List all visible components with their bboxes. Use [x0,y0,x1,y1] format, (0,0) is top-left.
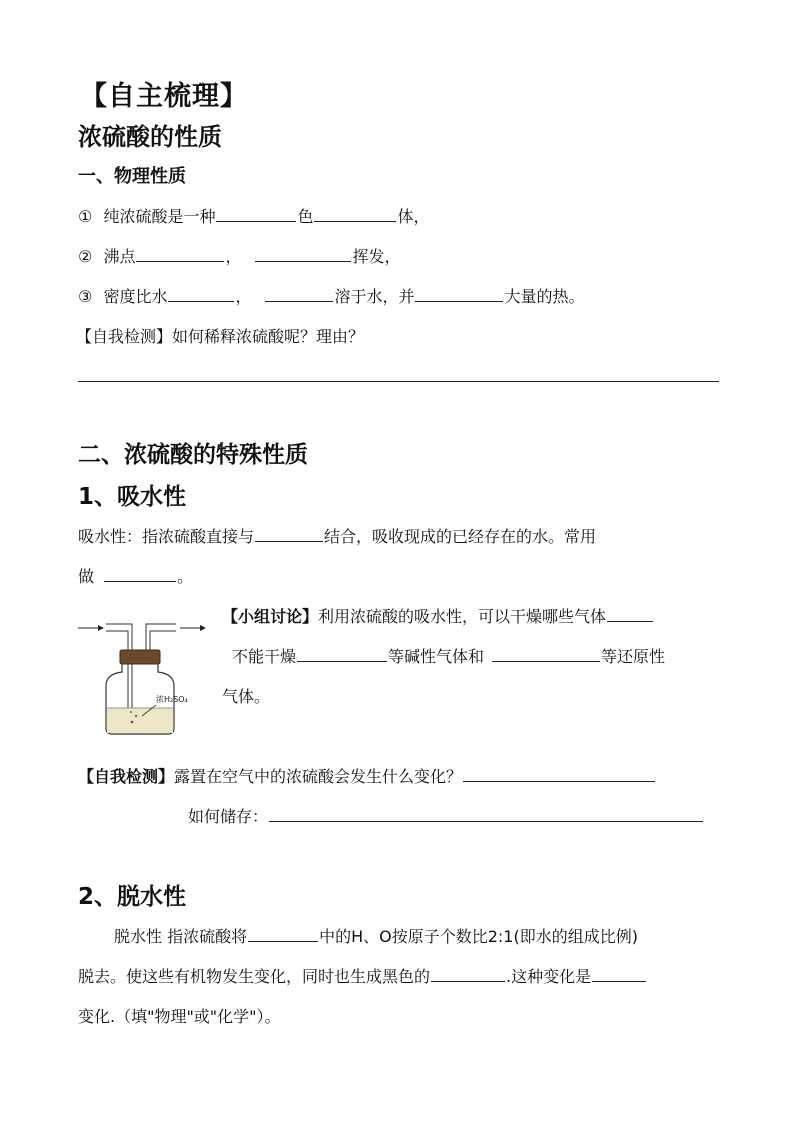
item-1-num: ① [78,207,93,226]
cannot-text-c: 等还原性 [601,647,666,666]
topic-title: 浓硫酸的性质 [78,123,222,151]
blank-reducing-gases[interactable] [492,645,600,662]
dehydration-text-a: 脱水性 指浓硫酸将 [114,927,248,946]
item-2-text-b: ， [225,247,242,266]
dehydration-text-b: 中的H、O按原子个数比2:1(即水的组成比例) [319,927,638,946]
dehydration-line-2 [78,964,647,987]
bottle-label: 浓H₂SO₄ [156,695,188,704]
self-check-dilution: 【自我检测】如何稀释浓硫酸呢？理由？ [76,327,365,346]
water-absorption-definition [78,524,596,547]
bubble [131,721,134,724]
item-2-text-c: 挥发， [352,247,401,266]
item-1-text-b: 色 [297,207,314,226]
item-3-text-b: ， [235,287,252,306]
special-properties-heading: 二、浓硫酸的特殊性质 [78,442,308,468]
self-check-exposure-text: 露置在空气中的浓硫酸会发生什么变化？ [174,767,463,786]
acid-liquid [107,708,173,733]
gas-washing-bottle-diagram [76,612,216,742]
item-1 [78,204,429,227]
group-discussion-label: 【小组讨论】 [222,607,319,626]
dehydration-line-3: 变化.（填"物理"或"化学"）。 [78,1007,281,1026]
bubble [130,711,132,713]
item-3 [78,284,585,307]
item-2 [78,244,400,267]
cannot-dry-line [232,644,665,667]
dehydration-text-d: .这种变化是 [506,967,592,986]
use-text-b: 。 [177,567,194,586]
answer-line-dilution[interactable] [78,381,719,382]
storage-question-text: 如何储存： [188,807,269,826]
item-3-num: ③ [78,287,93,306]
rubber-stopper [120,650,160,664]
dehydration-heading: 2、脱水性 [78,884,187,910]
inlet-arrowhead [98,625,104,631]
blank-storage-method[interactable] [269,805,703,822]
blank-change-type[interactable] [592,965,646,982]
blank-exposure-change[interactable] [463,765,655,782]
item-1-text-a: 纯浓硫酸是一种 [103,207,216,226]
blank-color[interactable] [216,205,296,222]
self-check-exposure [78,764,656,787]
blank-basic-gases[interactable] [297,645,387,662]
blank-black-product[interactable] [431,965,505,982]
blank-volatility[interactable] [255,245,351,262]
blank-heat[interactable] [415,285,503,302]
blank-organic-matter[interactable] [248,925,318,942]
dehydration-line-1 [114,924,638,947]
self-check-label: 【自我检测】 [78,767,175,786]
item-3-text-c: 溶于水，并 [334,287,415,306]
use-text-a: 做 [78,567,95,586]
cannot-text-a: 不能干燥 [232,647,297,666]
physical-properties-heading: 一、物理性质 [78,166,186,187]
blank-boiling-point[interactable] [136,245,224,262]
def-text-b: 结合，吸收现成的已经存在的水。常用 [324,527,597,546]
blank-use-as[interactable] [104,565,176,582]
blank-state[interactable] [314,205,396,222]
section-bracket-title: 【自主梳理】 [80,81,248,112]
group-discussion-text: 利用浓硫酸的吸水性，可以干燥哪些气体 [318,607,607,626]
item-2-num: ② [78,247,93,266]
item-3-text-d: 大量的热。 [504,287,585,306]
dehydration-text-c: 脱去。使这些有机物发生变化，同时也生成黑色的 [78,967,431,986]
bubble [135,715,137,717]
cannot-text-b: 等碱性气体和 [388,647,485,666]
outlet-arrowhead [200,625,206,631]
storage-question [188,804,704,827]
blank-dryable-gases[interactable] [607,605,653,622]
blank-density[interactable] [168,285,234,302]
item-1-text-c: 体， [397,207,430,226]
def-text-a: 吸水性：指浓硫酸直接与 [78,527,255,546]
blank-combine-with[interactable] [255,525,323,542]
blank-solubility[interactable] [265,285,333,302]
water-absorption-heading: 1、吸水性 [78,484,187,510]
gas-end-text: 气体。 [222,687,271,706]
outlet-tube [146,624,176,652]
item-3-text-a: 密度比水 [103,287,168,306]
item-2-text-a: 沸点 [103,247,136,266]
water-absorption-use [78,564,193,587]
group-discussion-line [222,604,654,627]
